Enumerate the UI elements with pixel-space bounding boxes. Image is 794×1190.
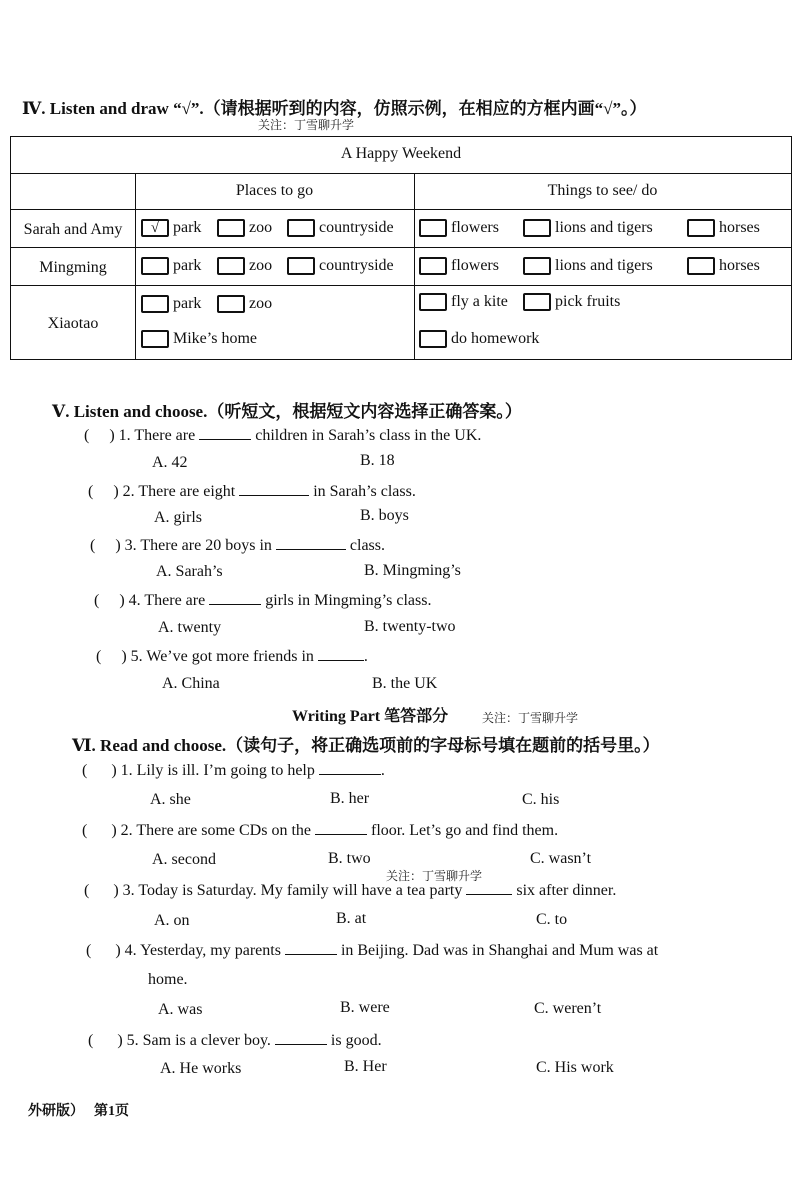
option-label: flowers	[451, 257, 499, 274]
option-a: A. second	[152, 851, 216, 868]
checkbox[interactable]	[141, 295, 169, 313]
checkbox[interactable]: √	[141, 219, 169, 237]
checkbox[interactable]	[141, 330, 169, 348]
answer-bracket[interactable]: ( )	[84, 882, 119, 899]
question-text: class.	[349, 537, 385, 554]
option-a: A. twenty	[158, 619, 222, 636]
option-a: A. she	[150, 791, 191, 808]
option-label: flowers	[451, 219, 499, 236]
question-number: 5.	[126, 1032, 139, 1049]
checkbox[interactable]	[419, 219, 447, 237]
answer-bracket[interactable]: ( )	[90, 537, 121, 554]
option-lions-tigers[interactable]	[523, 257, 653, 275]
question-text: six after dinner.	[516, 882, 617, 899]
option-label: park	[173, 295, 202, 312]
question	[82, 820, 558, 840]
option-label: horses	[719, 257, 760, 274]
option-label: park	[173, 219, 202, 236]
option-label: fly a kite	[451, 293, 508, 310]
option-c: C. wasn’t	[530, 850, 592, 867]
question-text: There are 20 boys in	[140, 537, 272, 554]
column-header-things: Things to see/ do	[547, 182, 658, 199]
option-lions-tigers[interactable]	[523, 219, 653, 237]
question-text: floor. Let’s go and find them.	[370, 822, 559, 839]
section6-title: Ⅵ. Read and choose.（读句子，将正确选项前的字母标号填在题前的括号里。）	[72, 736, 660, 755]
question-number: 4.	[128, 592, 141, 609]
option-a: A. 42	[152, 454, 188, 471]
option-c: C. weren’t	[534, 1000, 602, 1017]
option-do-homework[interactable]	[419, 330, 539, 348]
question-text: Today is Saturday. My family will have a tea party	[138, 882, 463, 899]
question-text: Sam is a clever boy.	[142, 1032, 271, 1049]
section4-title: Ⅳ. Listen and draw “√”.（请根据听到的内容，仿照示例，在相应的方框内画“√”。）	[22, 99, 647, 118]
option-mikes-home[interactable]	[141, 330, 257, 348]
question-text: There are	[134, 427, 196, 444]
footer-edition: 外研版）	[28, 1104, 84, 1119]
question-text: girls in Mingming’s class.	[265, 592, 432, 609]
option-a: A. on	[154, 912, 190, 929]
question-text: is good.	[330, 1032, 382, 1049]
checkbox[interactable]	[287, 219, 315, 237]
question-text: There are	[144, 592, 206, 609]
question-number: 3.	[122, 882, 135, 899]
question	[86, 940, 658, 960]
question	[88, 481, 416, 501]
option-b: B. at	[336, 910, 367, 927]
question-number: 1.	[120, 762, 133, 779]
option-fly-kite[interactable]	[419, 293, 508, 311]
table-title: A Happy Weekend	[340, 145, 462, 162]
option-label: countryside	[319, 257, 394, 274]
answer-blank[interactable]	[199, 425, 251, 440]
option-horses[interactable]	[687, 257, 760, 275]
question-number: 3.	[124, 537, 137, 554]
option-b: B. boys	[360, 507, 409, 524]
question	[96, 646, 368, 666]
watermark: 关注：丁雪聊升学	[386, 869, 483, 883]
answer-bracket[interactable]: ( )	[82, 762, 117, 779]
watermark: 关注：丁雪聊升学	[258, 118, 355, 132]
question-number: 5.	[130, 648, 143, 665]
option-horses[interactable]	[687, 219, 760, 237]
answer-bracket[interactable]: ( )	[88, 483, 119, 500]
option-a: A. was	[158, 1001, 203, 1018]
checkbox[interactable]	[523, 257, 551, 275]
answer-bracket[interactable]: ( )	[84, 427, 115, 444]
answer-blank[interactable]	[466, 880, 512, 895]
question	[82, 760, 385, 780]
question-text: There are eight	[138, 483, 236, 500]
option-park[interactable]	[141, 295, 201, 313]
checkbox[interactable]	[523, 219, 551, 237]
answer-blank[interactable]	[315, 820, 367, 835]
option-label: pick fruits	[555, 293, 621, 310]
option-label: zoo	[249, 257, 273, 274]
option-label: do homework	[451, 330, 540, 347]
question-text: There are some CDs on the	[136, 822, 311, 839]
checkbox[interactable]	[687, 257, 715, 275]
option-a: A. China	[162, 675, 220, 692]
option-b: B. Her	[344, 1058, 387, 1075]
option-b: B. the UK	[372, 675, 438, 692]
option-flowers[interactable]	[419, 219, 499, 237]
option-c: C. His work	[536, 1059, 614, 1076]
option-b: B. two	[328, 850, 371, 867]
answer-blank[interactable]	[239, 481, 309, 496]
question-text: Lily is ill. I’m going to help	[136, 762, 315, 779]
question-continuation: home.	[148, 971, 188, 988]
option-a: A. Sarah’s	[156, 563, 223, 580]
checkbox[interactable]	[419, 257, 447, 275]
option-label: zoo	[249, 219, 273, 236]
option-flowers[interactable]	[419, 257, 499, 275]
question-text: in Beijing. Dad was in Shanghai and Mum was at	[340, 942, 659, 959]
option-park[interactable]	[141, 219, 201, 237]
answer-blank[interactable]	[319, 760, 381, 775]
option-zoo[interactable]	[217, 295, 272, 313]
answer-blank[interactable]	[276, 535, 346, 550]
option-countryside[interactable]	[287, 219, 394, 237]
option-b: B. 18	[360, 452, 395, 469]
checkbox[interactable]	[141, 257, 169, 275]
question	[88, 1030, 382, 1050]
option-a: A. girls	[154, 509, 202, 526]
option-label: park	[173, 257, 202, 274]
question-text: .	[380, 762, 385, 779]
watermark: 关注：丁雪聊升学	[482, 711, 579, 725]
question-text: in Sarah’s class.	[313, 483, 416, 500]
row-name-xiaotao: Xiaotao	[47, 315, 99, 332]
checkbox[interactable]	[419, 330, 447, 348]
option-b: B. were	[340, 999, 390, 1016]
question-number: 4.	[124, 942, 137, 959]
question	[84, 880, 616, 900]
question-text: children in Sarah’s class in the UK.	[255, 427, 482, 444]
option-label: zoo	[249, 295, 273, 312]
checkbox[interactable]	[217, 295, 245, 313]
answer-blank[interactable]	[318, 646, 364, 661]
option-b: B. her	[330, 790, 370, 807]
checkbox[interactable]	[523, 293, 551, 311]
answer-bracket[interactable]: ( )	[94, 592, 125, 609]
footer-page-number: 第1页	[94, 1104, 129, 1119]
option-label: countryside	[319, 219, 394, 236]
checkbox[interactable]	[687, 219, 715, 237]
option-label: lions and tigers	[555, 257, 653, 274]
answer-blank[interactable]	[275, 1030, 327, 1045]
question	[94, 590, 431, 610]
option-pick-fruits[interactable]	[523, 293, 620, 311]
option-c: C. to	[536, 911, 568, 928]
option-zoo[interactable]	[217, 257, 272, 275]
option-park[interactable]	[141, 257, 201, 275]
answer-bracket[interactable]: ( )	[82, 822, 117, 839]
section5-title: Ⅴ. Listen and choose.（听短文，根据短文内容选择正确答案。）	[52, 402, 522, 421]
question	[90, 535, 385, 555]
option-b: B. Mingming’s	[364, 562, 461, 579]
option-label: lions and tigers	[555, 219, 653, 236]
question-text: .	[363, 648, 368, 665]
checkbox[interactable]	[419, 293, 447, 311]
question-number: 2.	[120, 822, 133, 839]
question-text: Yesterday, my parents	[140, 942, 281, 959]
checkbox[interactable]	[217, 219, 245, 237]
question	[84, 425, 481, 445]
answer-blank[interactable]	[209, 590, 261, 605]
column-header-places: Places to go	[235, 182, 314, 199]
checkbox[interactable]	[217, 257, 245, 275]
answer-bracket[interactable]: ( )	[96, 648, 127, 665]
happy-weekend-table	[10, 136, 792, 360]
option-c: C. his	[522, 791, 560, 808]
row-name-sarah-amy: Sarah and Amy	[23, 221, 123, 238]
question-number: 1.	[118, 427, 131, 444]
option-label: horses	[719, 219, 760, 236]
question-text: We’ve got more friends in	[146, 648, 314, 665]
answer-bracket[interactable]: ( )	[88, 1032, 123, 1049]
writing-part-heading: Writing Part 笔答部分	[292, 708, 449, 725]
question-number: 2.	[122, 483, 135, 500]
option-countryside[interactable]	[287, 257, 394, 275]
row-name-mingming: Mingming	[39, 259, 107, 276]
option-a: A. He works	[160, 1060, 242, 1077]
answer-blank[interactable]	[285, 940, 337, 955]
checkbox[interactable]	[287, 257, 315, 275]
option-zoo[interactable]	[217, 219, 272, 237]
option-label: Mike’s home	[173, 330, 257, 347]
option-b: B. twenty-two	[364, 618, 456, 635]
answer-bracket[interactable]: ( )	[86, 942, 121, 959]
